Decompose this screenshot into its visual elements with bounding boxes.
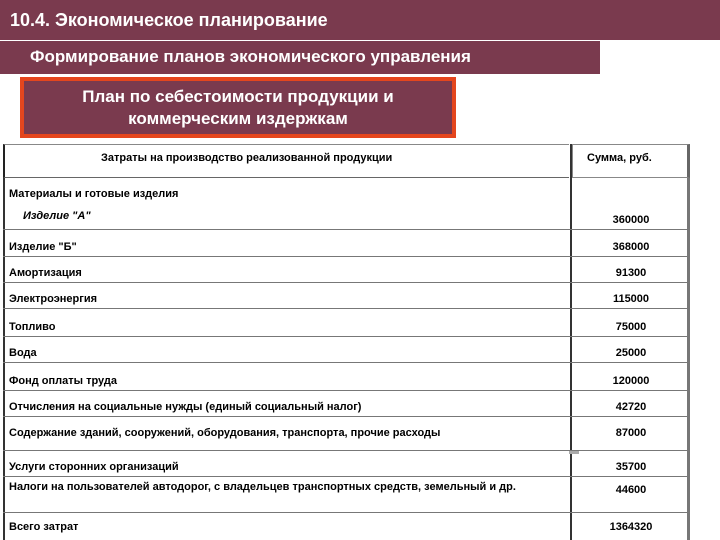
plan-title-line-1: План по себестоимости продукции и — [82, 87, 394, 106]
row-name: Изделие "А" — [23, 210, 91, 222]
plan-title — [24, 86, 452, 130]
slide-title-bar — [0, 0, 720, 40]
row-name: Отчисления на социальные нужды (единый социальный налог) — [9, 401, 362, 413]
table-row — [3, 283, 690, 309]
row-value: 115000 — [612, 293, 650, 305]
row-value: 120000 — [612, 375, 650, 387]
row-value: 360000 — [612, 214, 650, 226]
row-name: Налоги на пользователей автодорог, с владельцев транспортных средств, земельный и др. — [9, 481, 516, 493]
row-value: 87000 — [615, 427, 647, 439]
row-value: 1364320 — [609, 521, 653, 533]
row-name: Изделие "Б" — [9, 241, 77, 253]
subtitle-bar — [0, 41, 600, 74]
row-name: Фонд оплаты труда — [9, 375, 118, 387]
row-name: Электроэнергия — [9, 293, 98, 305]
row-value: 91300 — [615, 267, 647, 279]
row-name: Амортизация — [9, 267, 82, 279]
row-name: Содержание зданий, сооружений, оборудования, транспорта, прочие расходы — [9, 427, 441, 439]
plan-title-line-2: коммерческим издержкам — [128, 109, 348, 128]
plan-title-box — [20, 77, 456, 138]
row-name: Топливо — [9, 321, 56, 333]
table-header-name: Затраты на производство реализованной продукции — [101, 152, 393, 164]
table-row — [3, 363, 690, 391]
table-row — [3, 477, 690, 513]
table-row — [3, 337, 690, 363]
table-row — [3, 451, 690, 477]
row-name: Услуги сторонних организаций — [9, 461, 179, 473]
row-value: 42720 — [615, 401, 647, 413]
row-name: Вода — [9, 347, 37, 359]
row-value: 44600 — [615, 484, 647, 496]
row-value: 368000 — [612, 241, 650, 253]
table-row — [3, 309, 690, 337]
row-value: 25000 — [615, 347, 647, 359]
table-row — [3, 230, 690, 257]
slide-subtitle: Формирование планов экономического управления — [30, 47, 471, 66]
row-name: Материалы и готовые изделия — [9, 188, 179, 200]
table-row — [3, 391, 690, 417]
slide-title: 10.4. Экономическое планирование — [10, 10, 328, 30]
table-row-total — [3, 513, 690, 540]
row-name: Всего затрат — [9, 521, 79, 533]
row-value: 35700 — [615, 461, 647, 473]
table-header-value: Сумма, руб. — [587, 152, 652, 164]
table-row — [3, 417, 690, 451]
table-row — [3, 257, 690, 283]
table-row — [3, 178, 690, 204]
table-header-name-cell — [3, 144, 569, 178]
table-header-value-cell — [572, 144, 690, 178]
table-row — [3, 204, 690, 230]
row-value: 75000 — [615, 321, 647, 333]
